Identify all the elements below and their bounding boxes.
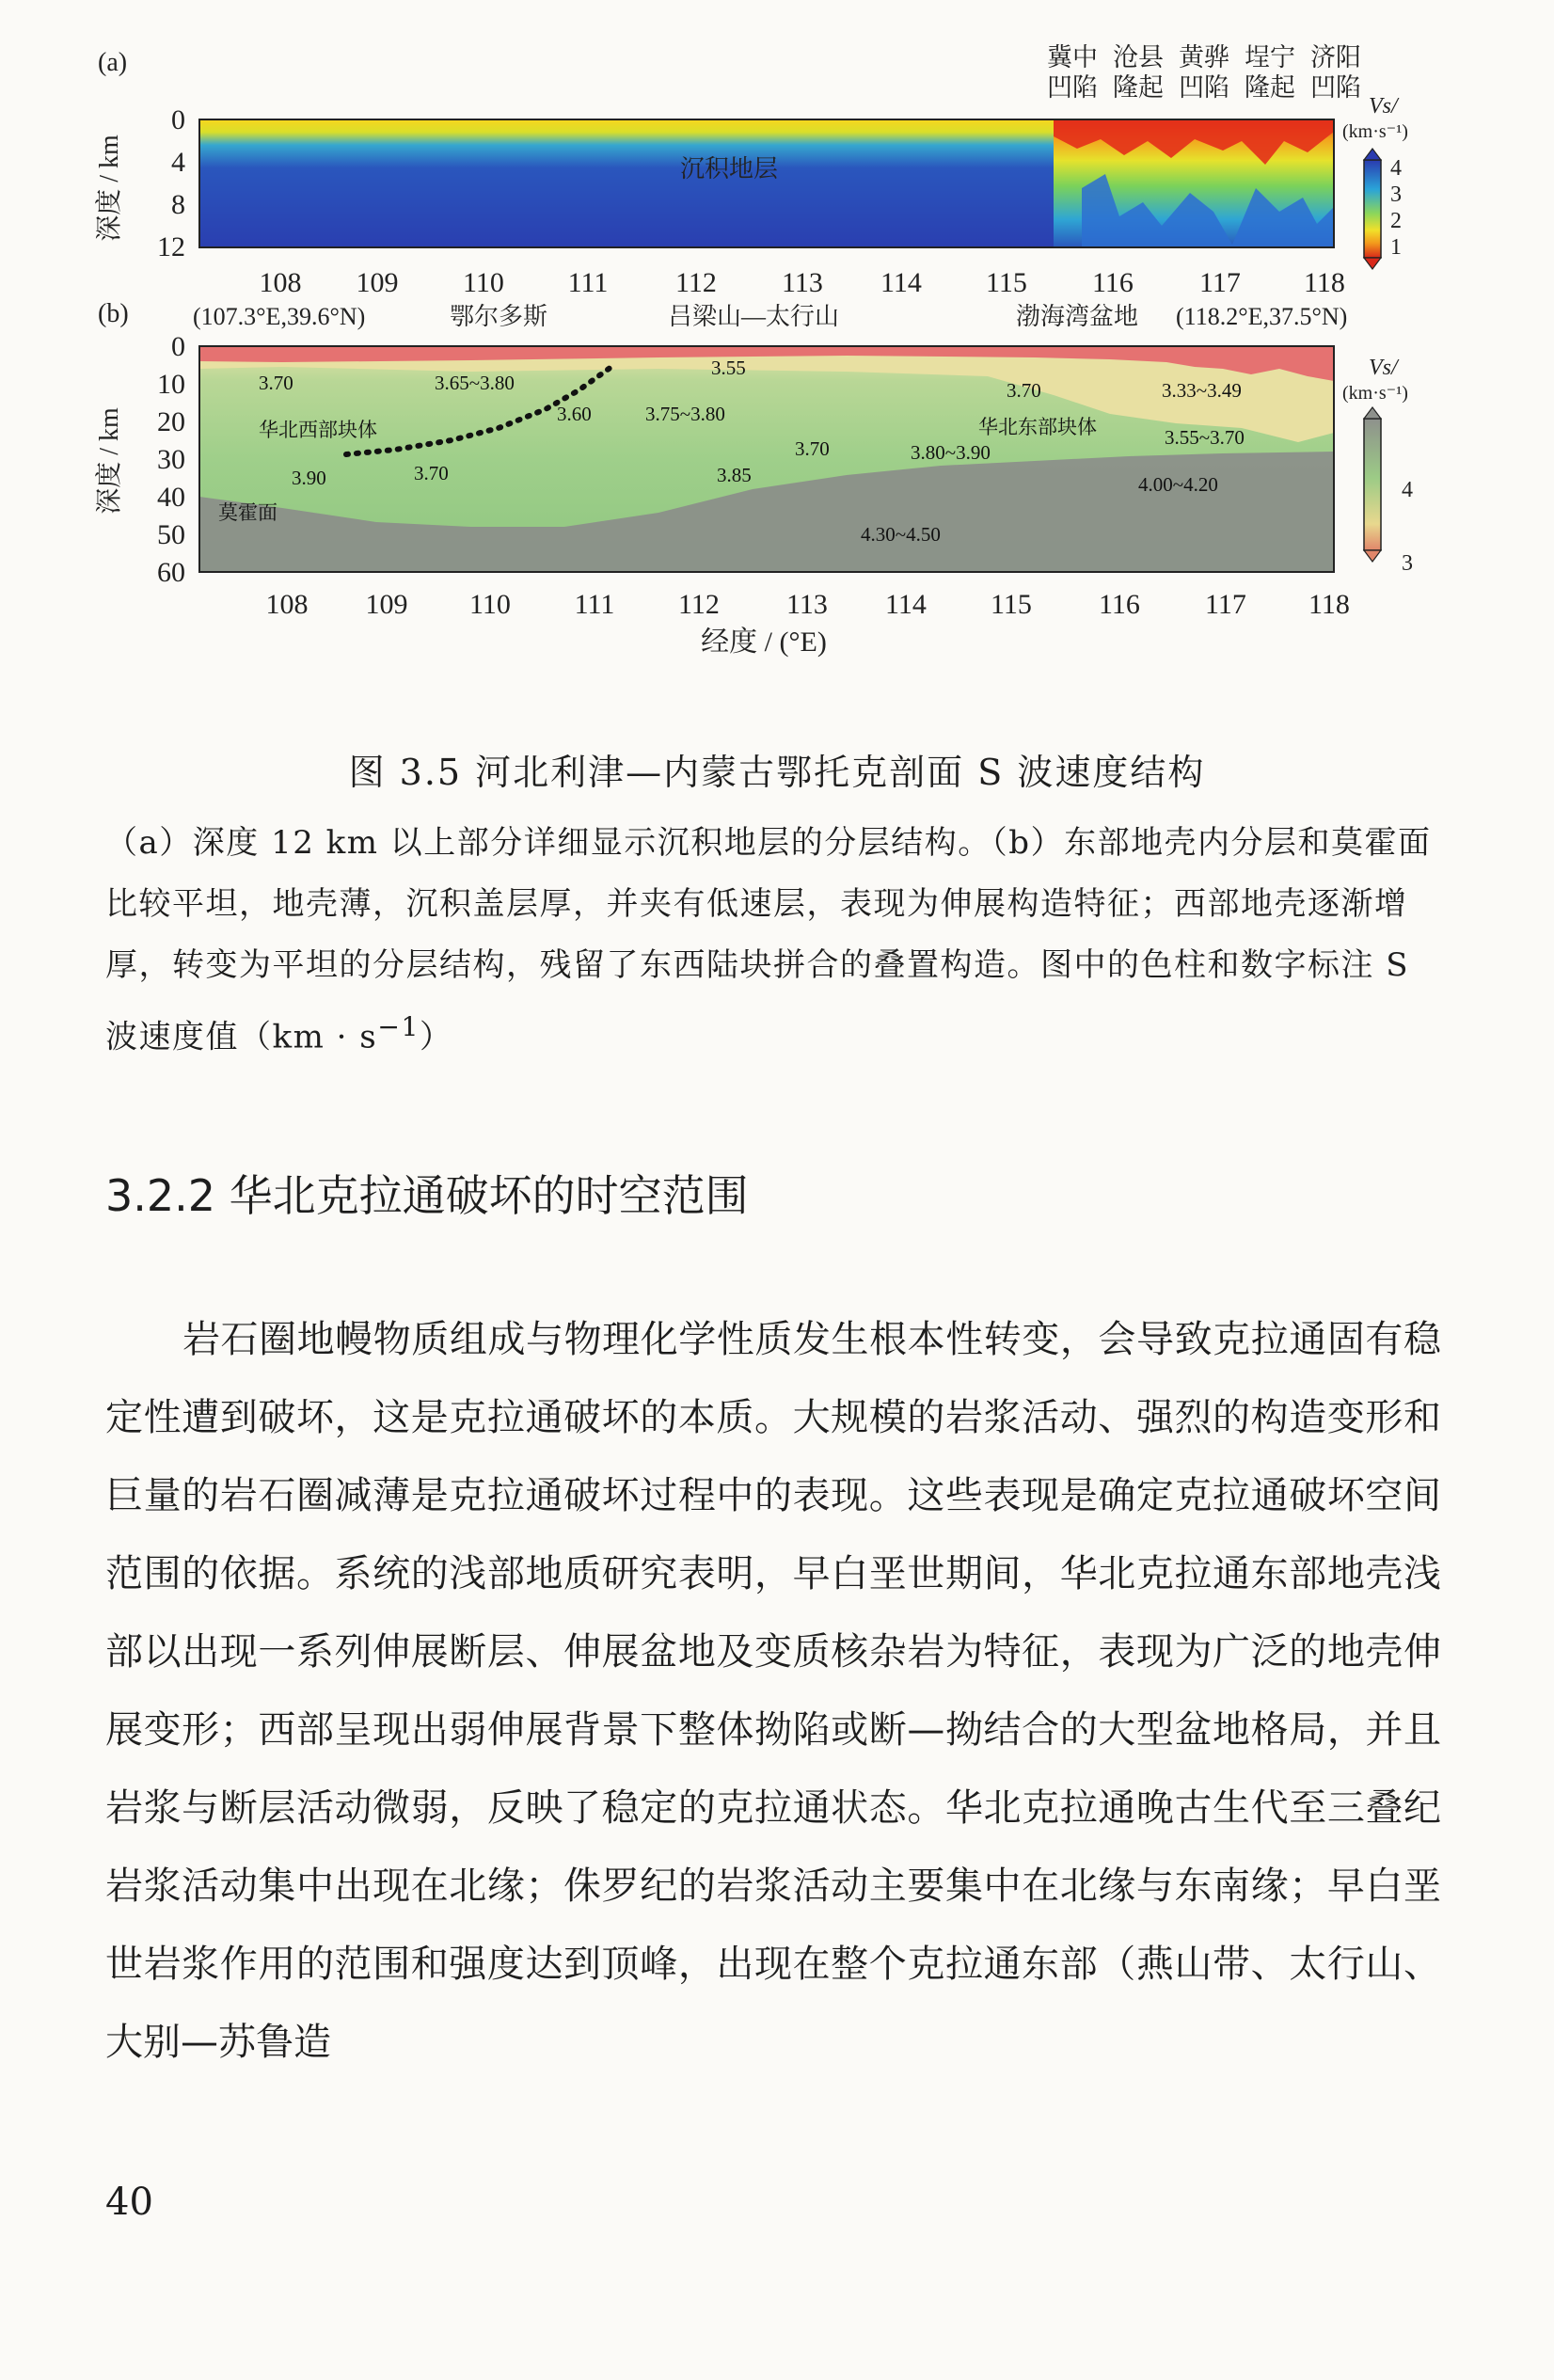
figure-3-5: [0, 0, 1554, 677]
panel-a-label: (a): [98, 48, 128, 77]
panel-b-bohai-bay-label: 渤海湾盆地: [1016, 303, 1139, 330]
velocity-label: 4.00~4.20: [1138, 473, 1218, 496]
panel-a-xtick: 111: [567, 267, 609, 298]
panel-a-colorbar-tick: 4: [1390, 156, 1402, 181]
panel-a-ytick-0: 0: [171, 104, 185, 135]
panel-a-xtick: 113: [782, 267, 823, 298]
panel-b-moho-label: 莫霍面: [218, 501, 278, 524]
panel-b-xtick: 116: [1099, 589, 1140, 620]
panel-a-ytick-4: 4: [171, 147, 185, 178]
panel-b-ytick: 50: [157, 519, 185, 550]
panel-a-velocity-west: [199, 119, 1060, 247]
panel-a-xtick: 117: [1199, 267, 1241, 298]
panel-a-xtick: 112: [675, 267, 717, 298]
panel-b-xtick: 117: [1205, 589, 1246, 620]
panel-b-xtick: 110: [469, 589, 511, 620]
panel-a-ylabel: 深度 / km: [95, 135, 124, 242]
section-heading: 3.2.2 华北克拉通破坏的时空范围: [105, 1170, 749, 1221]
panel-b-block-east: 华北东部块体: [978, 416, 1097, 438]
panel-b-yticks: [157, 331, 185, 588]
panel-b-colorbar: [1342, 356, 1413, 576]
panel-b-xtick: 118: [1308, 589, 1350, 620]
panel-b-ytick: 30: [157, 444, 185, 475]
panel-b-xtick: 111: [574, 589, 615, 620]
panel-a-colorbar-arrow-bottom: [1364, 258, 1381, 269]
panel-b-colorbar-tick: 3: [1402, 551, 1413, 576]
panel-b-luliang-taihang-label: 吕梁山—太行山: [668, 303, 840, 330]
panel-b-colorbar-arrow-top: [1364, 407, 1381, 419]
panel-b-top-labels: [193, 303, 1347, 330]
region-label-longqi-2: 隆起: [1245, 73, 1295, 102]
velocity-label: 3.80~3.90: [911, 441, 991, 464]
panel-a-plot: [157, 94, 1408, 298]
region-label-aoxian-3: 凹陷: [1310, 73, 1361, 102]
panel-a-ytick-8: 8: [171, 189, 185, 220]
region-label-aoxian-1: 凹陷: [1047, 73, 1098, 102]
panel-b-xtick: 113: [786, 589, 828, 620]
panel-a-colorbar-tick: 1: [1390, 235, 1402, 260]
panel-a-colorbar-arrow-top: [1364, 149, 1381, 160]
panel-b-east-coordinate: (118.2°E,37.5°N): [1176, 303, 1348, 330]
region-label-huanghua: 黄骅: [1179, 43, 1229, 71]
region-label-jizhong: 冀中: [1047, 43, 1098, 71]
region-label-longqi-1: 隆起: [1113, 73, 1164, 102]
panel-b-ytick: 0: [171, 331, 185, 362]
panel-a-xtick: 110: [463, 267, 504, 298]
panel-a-layer-label: 沉积地层: [680, 155, 779, 182]
panel-b-plot: [157, 331, 1413, 658]
panel-a-colorbar: [1342, 94, 1408, 269]
velocity-label: 3.75~3.80: [645, 403, 725, 425]
panel-b-colorbar-title: Vs/: [1369, 356, 1398, 380]
panel-b-colorbar-arrow-bottom: [1364, 550, 1381, 562]
region-label-cangxian: 沧县: [1113, 43, 1164, 71]
panel-b-ylabel: 深度 / km: [95, 407, 124, 515]
figure-caption-body: [105, 813, 1441, 1068]
caption-text: （a）深度 12 km 以上部分详细显示沉积地层的分层结构。（b）东部地壳内分层和莫霍面比较平坦，地壳薄，沉积盖层厚，并夹有低速层，表现为伸展构造特征；西部地壳逐渐增厚，转变为平坦的分层结构，残留了东西陆块拼合的叠置构造。图中的色柱和数字标注 S 波速度值（km · s: [105, 824, 1432, 1056]
panel-b-xtick: 112: [678, 589, 720, 620]
panel-a-colorbar-tick: 3: [1390, 182, 1402, 207]
velocity-label: 3.70: [259, 372, 293, 394]
panel-a-colorbar-title: Vs/: [1369, 94, 1398, 119]
velocity-label: 3.55: [711, 357, 746, 379]
panel-a-xtick: 109: [356, 267, 399, 298]
panel-a-ytick-12: 12: [157, 231, 185, 262]
panel-b-block-west: 华北西部块体: [259, 419, 377, 441]
panel-a-xtick: 108: [259, 267, 302, 298]
panel-b-label: (b): [98, 299, 129, 328]
panel-b-ytick: 20: [157, 406, 185, 437]
velocity-label: 4.30~4.50: [861, 523, 941, 546]
panel-b-xtick: 109: [365, 589, 408, 620]
panel-b-colorbar-tick: 4: [1402, 478, 1413, 502]
panel-a-xtick: 115: [986, 267, 1027, 298]
panel-a-colorbar-tick: 2: [1390, 209, 1402, 233]
body-paragraph: 岩石圈地幔物质组成与物理化学性质发生根本性转变，会导致克拉通固有稳定性遭到破坏，这是克拉通破坏的本质。大规模的岩浆活动、强烈的构造变形和巨量的岩石圈减薄是克拉通破坏过程中的表现。这些表现是确定克拉通破坏空间范围的依据。系统的浅部地质研究表明，早白垩世期间，华北克拉通东部地壳浅部以出现一系列伸展断层、伸展盆地及变质核杂岩为特征，表现为广泛的地壳伸展变形；西部呈现出弱伸展背景下整体拗陷或断—拗结合的大型盆地格局，并且岩浆与断层活动微弱，反映了稳定的克拉通状态。华北克拉通晚古生代至三叠纪岩浆活动集中出现在北缘；侏罗纪的岩浆活动主要集中在北缘与东南缘；早白垩世岩浆作用的范围和强度达到顶峰，出现在整个克拉通东部（燕山带、太行山、大别—苏鲁造: [105, 1318, 1441, 2064]
panel-b-xtick: 114: [885, 589, 927, 620]
panel-b-colorbar-unit: (km·s⁻¹): [1342, 383, 1408, 404]
velocity-label: 3.85: [717, 464, 752, 486]
panel-b-ytick: 60: [157, 557, 185, 588]
velocity-label: 3.33~3.49: [1162, 379, 1242, 402]
page-number: 40: [105, 2181, 153, 2224]
panel-b-xlabel: 经度 / (°E): [701, 627, 827, 658]
panel-b-xtick: 115: [991, 589, 1032, 620]
region-label-jiyang: 济阳: [1310, 43, 1361, 71]
panel-a-colorbar-bar: [1364, 160, 1381, 258]
velocity-label: 3.55~3.70: [1165, 426, 1245, 449]
region-labels: [1047, 43, 1361, 102]
panel-a-xtick: 114: [880, 267, 922, 298]
panel-b-colorbar-bar: [1364, 419, 1381, 550]
panel-b-xtick: 108: [265, 589, 309, 620]
velocity-label: 3.70: [1007, 379, 1041, 402]
region-label-chengning: 埕宁: [1245, 43, 1295, 71]
velocity-label: 3.70: [795, 437, 830, 460]
velocity-label: 3.90: [292, 467, 326, 489]
region-label-aoxian-2: 凹陷: [1179, 73, 1229, 102]
panel-a-yticks: [157, 104, 185, 262]
velocity-label: 3.70: [414, 462, 449, 484]
panel-b-ordos-label: 鄂尔多斯: [450, 303, 548, 330]
panel-a-colorbar-unit: (km·s⁻¹): [1342, 121, 1408, 142]
figure-caption-title: 图 3.5 河北利津—内蒙古鄂托克剖面 S 波速度结构: [348, 752, 1206, 793]
panel-a-xticks: [260, 267, 1345, 298]
caption-superscript: −1: [377, 1011, 420, 1042]
velocity-label: 3.65~3.80: [435, 372, 515, 394]
caption-text-end: ）: [419, 1018, 453, 1056]
panel-b-west-coordinate: (107.3°E,39.6°N): [193, 303, 366, 330]
panel-b-ytick: 40: [157, 482, 185, 513]
velocity-label: 3.60: [557, 403, 592, 425]
panel-a-xtick: 118: [1304, 267, 1345, 298]
panel-b-ytick: 10: [157, 369, 185, 400]
panel-a-xtick: 116: [1092, 267, 1134, 298]
panel-b-xticks: [266, 589, 1350, 620]
